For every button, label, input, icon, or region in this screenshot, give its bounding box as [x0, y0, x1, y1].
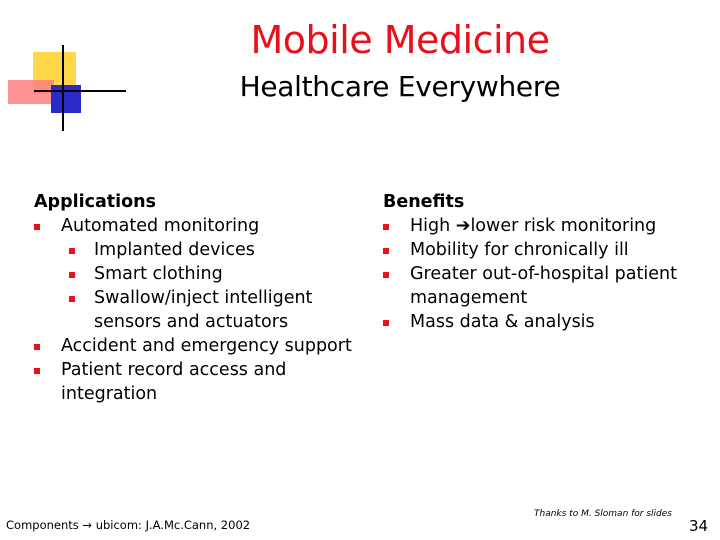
applications-heading: Applications	[34, 192, 157, 212]
benefits-list	[383, 214, 693, 334]
footer-thanks: Thanks to M. Sloman for slides	[534, 509, 672, 519]
list-item: Smart clothing	[34, 262, 364, 286]
slide-subtitle: Healthcare Everywhere	[239, 70, 561, 103]
list-item: Patient record access and integration	[34, 358, 301, 406]
benefits-column	[383, 190, 693, 334]
footer-credit: Components → ubicom: J.A.Mc.Cann, 2002	[6, 518, 251, 532]
list-item: Mass data & analysis	[383, 310, 693, 334]
bullet-icon	[383, 320, 389, 326]
logo-vertical-line	[62, 45, 64, 131]
slide-title: Mobile Medicine	[250, 18, 550, 62]
list-item: Swallow/inject intelligent sensors and actuators	[34, 286, 354, 334]
bullet-icon	[69, 296, 75, 302]
list-item: Greater out-of-hospital patient management	[383, 262, 690, 310]
list-item: Accident and emergency support	[34, 334, 364, 358]
bullet-icon	[69, 272, 75, 278]
bullet-icon	[69, 248, 75, 254]
list-item: Mobility for chronically ill	[383, 238, 693, 262]
logo-red-square	[8, 80, 54, 104]
bullet-icon	[383, 224, 389, 230]
list-item: Automated monitoring	[34, 214, 364, 238]
bullet-icon	[383, 248, 389, 254]
list-item: High ➔lower risk monitoring	[383, 214, 693, 238]
bullet-icon	[34, 344, 40, 350]
bullet-icon	[34, 224, 40, 230]
benefits-heading: Benefits	[383, 192, 465, 212]
applications-list	[34, 214, 364, 406]
slide-logo	[0, 0, 120, 140]
applications-column	[34, 190, 364, 406]
logo-horizontal-line	[34, 90, 126, 92]
bullet-icon	[383, 272, 389, 278]
bullet-icon	[34, 368, 40, 374]
page-number: 34	[689, 517, 709, 535]
list-item: Implanted devices	[34, 238, 364, 262]
